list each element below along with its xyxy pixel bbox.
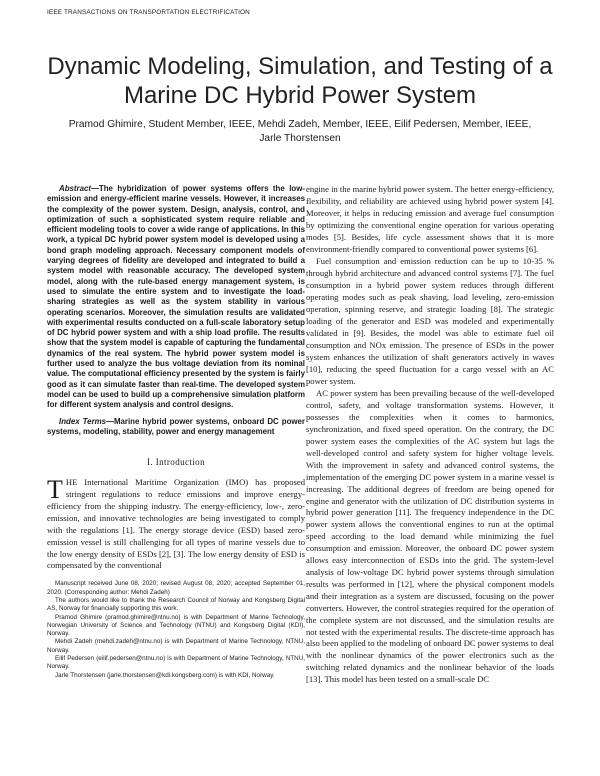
abstract — [47, 184, 305, 411]
footnote-author-3: Eilif Pedersen (eilif.pedersen@ntnu.no) is with Department of Marine Technology, NTNU, Norway. — [47, 655, 305, 671]
footnote-author-4: Jarle Thorstensen (jarle.thorstensen@kdi.kongsberg.com) is with KDI, Norway. — [55, 671, 275, 679]
intro-paragraph-1-text: HE International Maritime Organization (IMO) has proposed stringent regulations to reduce emissions and improve energy-efficiency from the shipping industry. The energy-efficiency, low-, zero-emission, and innovative technologies are being investigated to comply with the regulations [1]. The energy storage device (ESD) based zero-emission vessel is still challenging for all types of marine vessels due to the low energy density of ESDs [2], [3]. The low energy density of ESD is compensated by the conventional — [47, 477, 305, 571]
authors-line-2: Jarle Thorstensen — [259, 133, 341, 144]
abstract-lead: Abstract — [59, 184, 92, 193]
right-column — [306, 184, 554, 687]
body-paragraph-1: engine in the marine hybrid power system. The better energy-efficiency, flexibility, and reliability are achieved using hybrid power system [4]. Moreover, it helps in reducing emission and average fuel consumption by optimizing the conventional engine operation for various operating modes [5]. Besides, life cycle assessment shows that it is more environment-friendly compared to conventional power systems [6]. — [306, 184, 554, 254]
intro-paragraph-1 — [47, 477, 305, 572]
index-terms-body: —Marine hybrid power systems, onboard DC power systems, modeling, stability, power and energy management — [47, 416, 305, 436]
authors-line-1: Pramod Ghimire, Student Member, IEEE, Mehdi Zadeh, Member, IEEE, Eilif Pedersen, Member, IEEE, — [68, 119, 532, 130]
index-terms — [47, 417, 305, 438]
footnote-author-1: Pramod Ghimire (pramod.ghimire@ntnu.no) is with Department of Marine Technology, Norwegian University of Science and Technology (NTNU) and Kongsberg Digital (KDI), Norway. — [47, 613, 305, 638]
author-list — [60, 118, 540, 146]
section-heading-introduction: I. Introduction — [147, 457, 205, 468]
paper-title: Dynamic Modeling, Simulation, and Testing of a Marine DC Hybrid Power System — [47, 53, 553, 109]
footnote-funding: The authors would like to thank the Research Council of Norway and Kongsberg Digital AS, Norway for financially supporting this work. — [47, 596, 305, 613]
body-paragraph-2: Fuel consumption and emission reduction can be up to 10-35 % through hybrid architecture and advanced control systems [7]. The fuel consumption in a hybrid power system reduces through different operating modes such as peak shaving, load leveling, zero-emission operation, spinning reserve, and strategic loading [8]. The strategic loading of the generator and ESD was modeled and experimentally validated in [9]. Besides, the model was able to estimate fuel oil consumption and NOx emission. The presence of ESDs in the power system enhances the utilization of shaft generators actively in waves [10], reducing the speed fluctuation for a cargo vessel with an AC power system. — [306, 256, 554, 386]
running-head: IEEE TRANSACTIONS ON TRANSPORTATION ELECTRIFICATION — [47, 9, 250, 16]
left-column — [47, 184, 305, 680]
abstract-body: —The hybridization of power systems offers the low-emission and energy-efficient marine vessels. However, it increases the complexity of the power system. Design, analysis, control, and optimization of such a sophisticated system require reliable and efficient modeling tools to cover a wide range of applications. In this work, a typical DC hybrid power system model is developed using a bond graph modeling approach. Necessary component models of varying degrees of fidelity are developed and integrated to build a system model with reasonable accuracy. The developed system model, along with the rule-based energy management system, is used to simulate the entire system and to investigate the load-sharing strategies as well as the system stability in various operating scenarios. Moreover, the simulation results are validated with experimental results conducted on a full-scale laboratory setup of DC hybrid power system and with a ship load profile. The results show that the system model is capable of capturing the fundamental dynamics of the real system. The hybrid power system model is further used to analyze the bus voltage deviation from its nominal value. The computational efficiency presented by the system is fairly good as it can simulate faster than real-time. The developed system model can be used to build up a comprehensive simulation platform for different system analysis and control designs. — [47, 184, 305, 410]
drop-cap: T — [47, 475, 63, 505]
body-paragraph-3: AC power system has been prevailing because of the well-developed control, safety, and voltage transformation systems. However, it possesses the complexities when it comes to harmonics, synchronization, and fixed speed operation. On the contrary, the DC power system eases the complexities of the AC system but lags the well-developed control and safety system for higher voltage levels. With the improvement in safety and advanced control systems, the implementation of the emerging DC power system in a marine vessel is increasing. The additional degrees of freedom are being opened for engine and generator with the utilization of DC distribution systems in hybrid power generation [11]. The frequency independence in the DC power system allows the conventional engines to run at the optimal speed according to the load demand while minimizing the fuel consumption and emission. Moreover, the onboard DC power system allows easy interconnection of ESDs into the grid. The system-level analysis of low-voltage DC hybrid power systems through simulation results was performed in [12], where the physical component models and their integration as a system are discussed, focusing on the power converters. However, the control strategies required for the operation of the complete system are not discussed, and the simulation results are not tested with the experimental results. The discrete-time approach has also been applied to the modeling of onboard DC power systems to deal with the nonlinear dynamics of the power electronics such as the switching related dynamics and the nonlinear behavior of the loads [13]. This model has been tested on a small-scale DC — [306, 388, 554, 685]
footnotes — [47, 580, 305, 680]
footnote-manuscript: Manuscript received June 08, 2020; revised August 08, 2020; accepted September 01, 2020. (Corresponding author: Mehdi Zadeh) — [47, 580, 305, 596]
footnote-author-2: Mehdi Zadeh (mehdi.zadeh@ntnu.no) is with Department of Marine Technology, NTNU, Norway. — [47, 638, 305, 654]
index-terms-lead: Index Terms — [59, 416, 107, 426]
